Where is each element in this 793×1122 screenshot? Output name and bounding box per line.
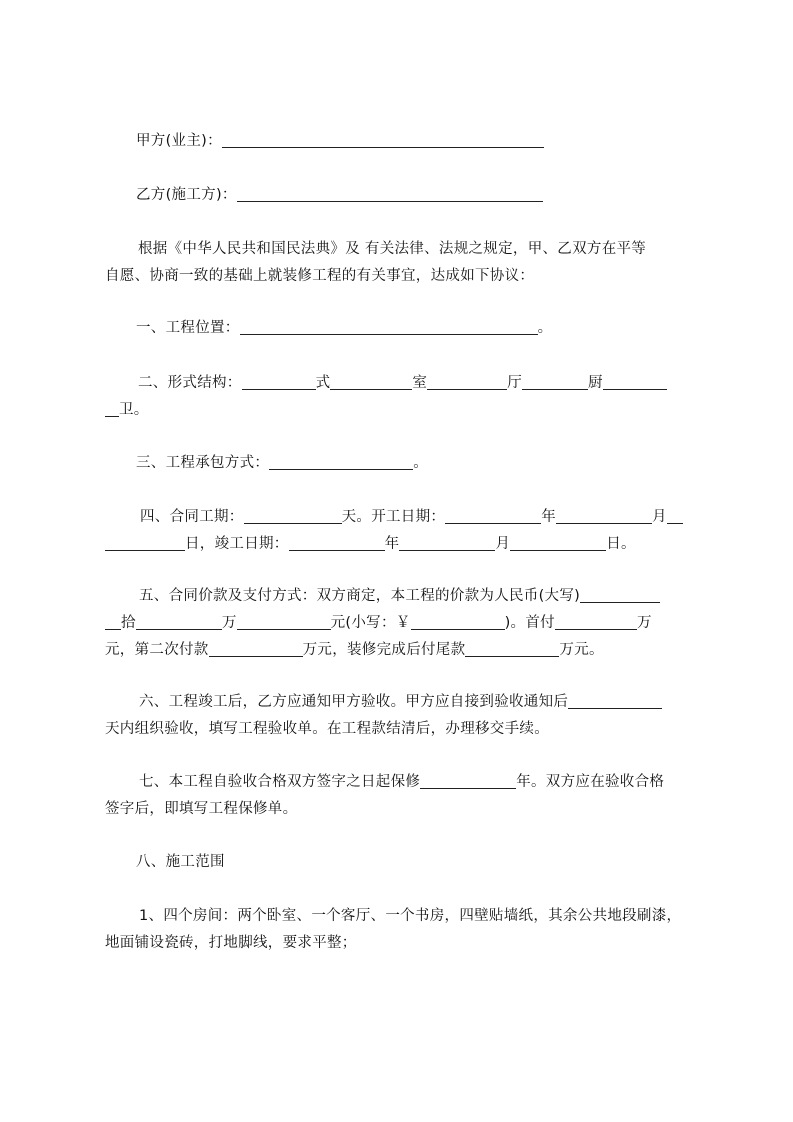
first-pay-blank[interactable] (555, 613, 637, 630)
party-a-label: 甲方(业主)： (136, 133, 222, 149)
shi-label: 拾 (121, 615, 136, 631)
unit-room: 室 (412, 375, 428, 391)
contract-mode-blank[interactable] (269, 453, 413, 470)
wan-yuan-label: 万元。 (559, 642, 604, 658)
clause-8-item-1-line-1: 1、四个房间：两个卧室、一个客厅、一个书房，四壁贴墙纸，其余公共地段刷漆， (139, 908, 682, 924)
yuan-label: 元(小写：￥ (330, 615, 411, 631)
location-blank[interactable] (240, 318, 538, 335)
clause-2-line-1 (138, 369, 667, 397)
day-end-label: 日，竣工日期： (185, 536, 289, 552)
yuan-blank[interactable] (237, 613, 331, 630)
final-pay-label: 万元，装修完成后付尾款 (302, 642, 466, 658)
clause-7-text-1: 七、本工程自验收合格双方签字之日起保修 (139, 774, 421, 790)
baths-blank-start[interactable] (603, 373, 667, 390)
start-day-blank-start[interactable] (667, 507, 683, 524)
month-label: 月 (652, 509, 667, 525)
style-blank[interactable] (242, 373, 316, 390)
second-pay-label: 元，第二次付款 (105, 642, 209, 658)
clause-5-label: 五、合同价款及支付方式：双方商定，本工程的价款为人民币(大写) (139, 588, 581, 604)
second-pay-blank[interactable] (209, 640, 303, 657)
clause-4-line-2 (105, 530, 636, 558)
duration-blank[interactable] (244, 507, 342, 524)
clause-6-line-1 (139, 688, 662, 716)
clause-7-line-2: 签字后，即填写工程保修单。 (105, 801, 298, 817)
days-start-label: 天。开工日期： (341, 509, 446, 525)
wan-label: 万 (221, 615, 237, 631)
clause-8-item-1-line-2: 地面铺设瓷砖，打地脚线，要求平整； (105, 935, 357, 951)
amount-caps-blank-end[interactable] (105, 613, 121, 630)
start-day-blank-end[interactable] (105, 534, 185, 551)
rooms-blank[interactable] (330, 373, 412, 390)
start-month-blank[interactable] (556, 507, 652, 524)
day2-label: 日。 (606, 536, 636, 552)
kitchens-blank[interactable] (522, 373, 588, 390)
final-pay-blank[interactable] (465, 640, 559, 657)
party-b-label: 乙方(施工方)： (136, 187, 237, 203)
amount-digits-blank[interactable] (411, 613, 505, 630)
clause-6-text-1: 六、工程竣工后，乙方应通知甲方验收。甲方应自接到验收通知后 (139, 694, 569, 710)
year-label: 年 (541, 509, 557, 525)
baths-blank-end[interactable] (105, 400, 119, 417)
clause-6-line-2: 天内组织验收，填写工程验收单。在工程款结清后，办理移交手续。 (105, 721, 549, 737)
intro-line-2: 自愿、协商一致的基础上就装修工程的有关事宜，达成如下协议： (105, 268, 535, 284)
clause-1-label: 一、工程位置： (136, 320, 240, 336)
unit-bath: 卫。 (119, 402, 149, 418)
clause-7-text-2: 年。双方应在验收合格 (516, 774, 665, 790)
clause-5-line-1 (139, 582, 660, 610)
clause-1 (136, 314, 552, 342)
party-b-blank[interactable] (237, 185, 543, 202)
clause-5-line-2 (105, 609, 652, 637)
clause-7-line-1 (139, 768, 664, 796)
end-year-blank[interactable] (289, 534, 385, 551)
end-month-blank[interactable] (399, 534, 495, 551)
unit-kitchen: 厨 (588, 375, 603, 391)
amount-caps-blank-start[interactable] (580, 586, 660, 603)
halls-blank[interactable] (427, 373, 507, 390)
inspection-days-blank[interactable] (568, 692, 662, 709)
clause-3-end: 。 (413, 455, 429, 471)
clause-2-label: 二、形式结构： (138, 375, 242, 391)
unit-style: 式 (315, 375, 331, 391)
clause-4-line-1 (140, 503, 683, 531)
clause-2-line-2 (105, 396, 149, 424)
clause-3-label: 三、工程承包方式： (136, 455, 270, 471)
clause-1-end: 。 (537, 320, 553, 336)
clause-4-label: 四、合同工期： (140, 509, 244, 525)
warranty-years-blank[interactable] (420, 772, 516, 789)
clause-5-line-3 (105, 636, 604, 664)
clause-3 (136, 449, 428, 477)
year2-label: 年 (384, 536, 400, 552)
intro-line-1: 根据《中华人民共和国民法典》及 有关法律、法规之规定，甲、乙双方在平等 (138, 241, 647, 257)
clause-8-title: 八、施工范围 (136, 854, 225, 870)
party-a-line (136, 127, 544, 155)
wan2-label: 万 (636, 615, 652, 631)
unit-hall: 厅 (507, 375, 523, 391)
start-year-blank[interactable] (445, 507, 541, 524)
first-pay-label: )。首付 (504, 615, 555, 631)
wan-blank[interactable] (136, 613, 222, 630)
party-b-line (136, 181, 543, 209)
end-day-blank[interactable] (510, 534, 606, 551)
month2-label: 月 (495, 536, 511, 552)
party-a-blank[interactable] (222, 131, 544, 148)
